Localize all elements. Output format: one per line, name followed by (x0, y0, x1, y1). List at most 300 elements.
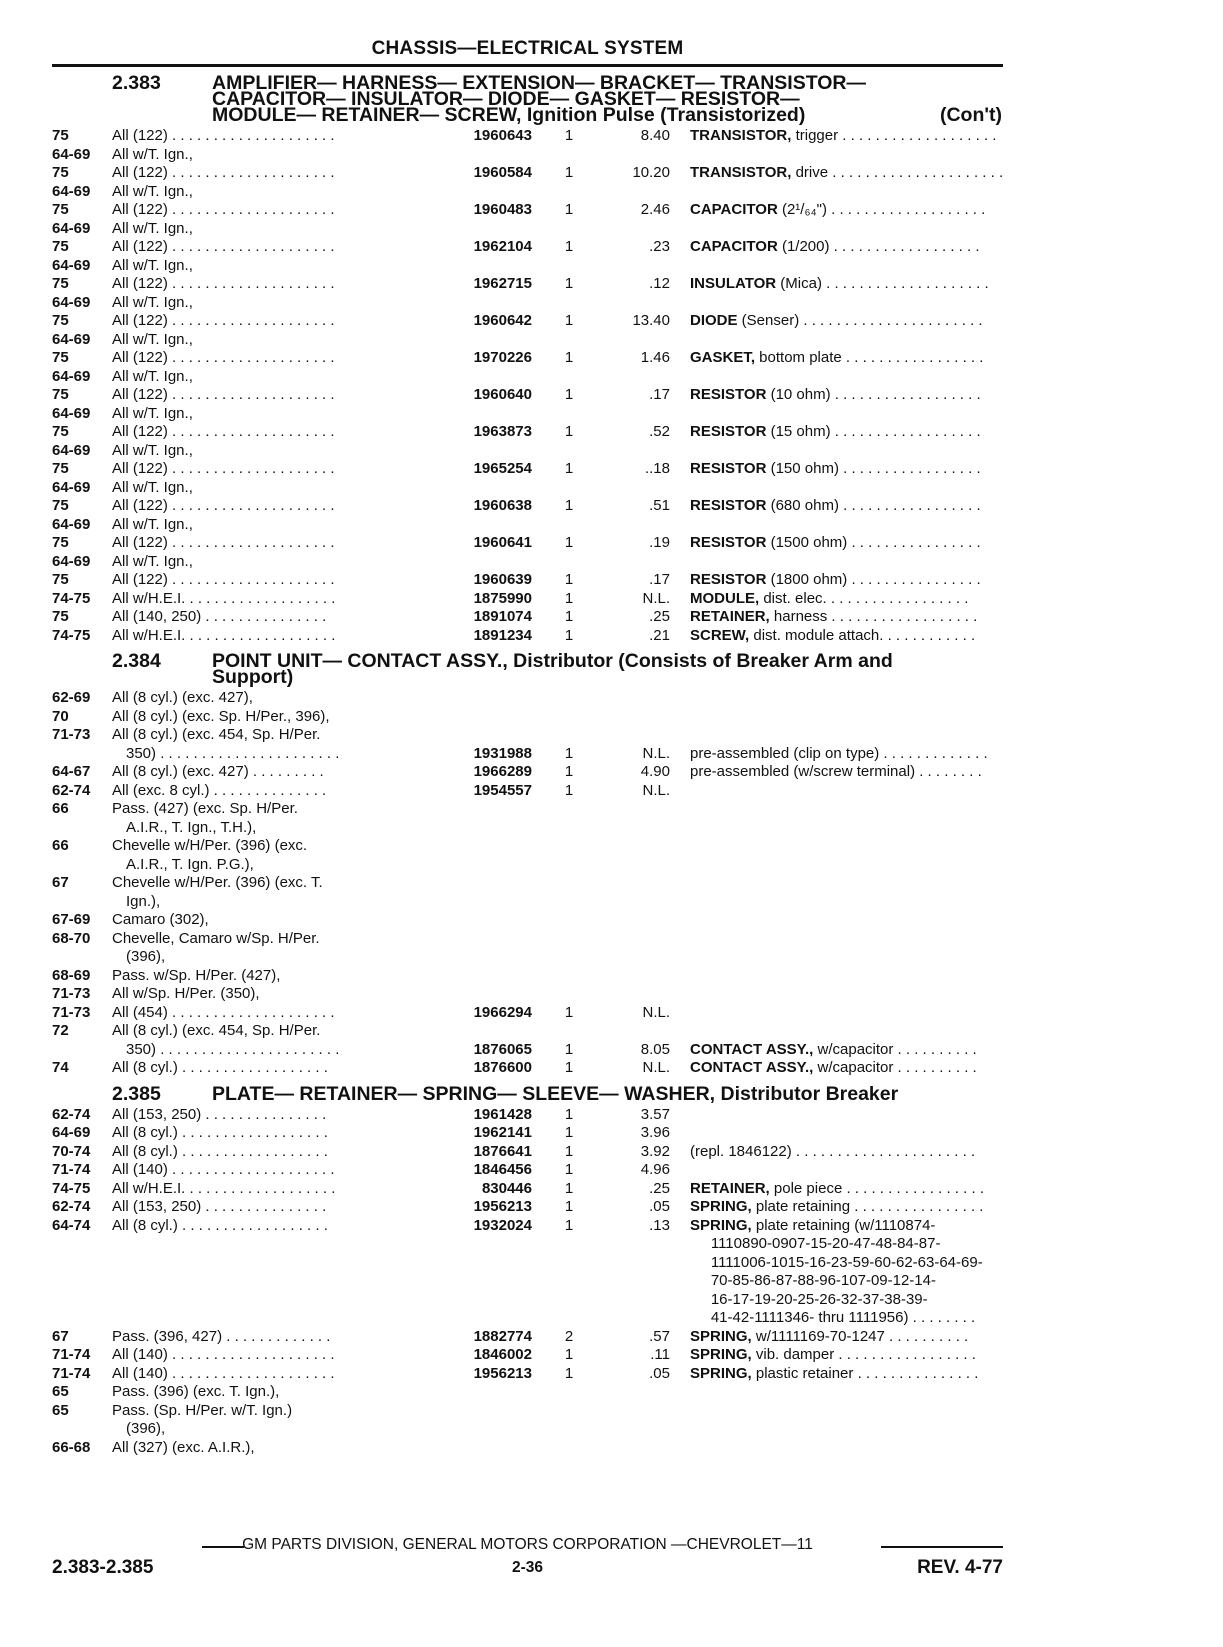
part-number: 1965254 (473, 460, 532, 477)
model-year: 64-69 (52, 367, 91, 385)
description-text: (10 ohm) . . . . . . . . . . . . . . . . . . (766, 386, 981, 403)
description (690, 1291, 1052, 1310)
application: All w/H.E.I. . . . . . . . . . . . . . . . . . . (112, 1179, 336, 1197)
description-part-name: RESISTOR (690, 423, 767, 440)
price: 8.05 (640, 1040, 670, 1058)
part-number: 1962141 (473, 1124, 532, 1141)
parts-row (52, 1272, 1003, 1291)
quantity: 1 (564, 201, 574, 218)
parts-row (52, 1143, 1003, 1162)
parts-row (52, 442, 1003, 461)
parts-row (52, 368, 1003, 387)
price: .12 (649, 275, 670, 292)
section-number: 2.383 (112, 72, 161, 94)
application: All w/T. Ign., (112, 293, 193, 311)
section-title-text: CAPACITOR— INSULATOR— DIODE— GASKET— RESISTOR— (212, 88, 800, 110)
price: 10.20 (632, 164, 670, 181)
description (690, 238, 1052, 257)
description (690, 1254, 1052, 1273)
price: 1.46 (640, 349, 670, 366)
quantity: 2 (564, 1327, 574, 1345)
quantity: 1 (564, 744, 574, 762)
parts-row (52, 571, 1003, 590)
footer-publisher-line (52, 1535, 1003, 1557)
model-year: 64-69 (52, 182, 91, 200)
parts-row (52, 1180, 1003, 1199)
application: All (327) (exc. A.I.R.), (112, 1438, 255, 1456)
parts-row (52, 893, 1003, 912)
part-number: 1954557 (473, 781, 532, 799)
parts-row (52, 183, 1003, 202)
quantity: 1 (564, 423, 574, 440)
model-year: 75 (52, 460, 69, 477)
parts-row (52, 985, 1003, 1004)
parts-row (52, 1217, 1003, 1236)
application: All w/T. Ign., (112, 404, 193, 422)
quantity: 1 (564, 164, 574, 181)
description-text: plate retaining (w/1110874- (751, 1216, 936, 1234)
sections-container (52, 72, 1004, 1457)
model-year: 71-74 (52, 1364, 91, 1382)
description-part-name: SPRING, (690, 1346, 752, 1363)
application: All (8 cyl.) (exc. 454, Sp. H/Per. (112, 726, 321, 743)
footer-page-number: 2-36 (511, 1559, 544, 1576)
model-year: 64-69 (52, 515, 91, 533)
parts-row (52, 627, 1003, 646)
description-text: 1111006-1015-16-23-59-60-62-63-64-69- (690, 1253, 983, 1271)
price: .57 (649, 1327, 670, 1345)
quantity: 1 (564, 1364, 574, 1382)
description (690, 571, 1052, 590)
part-number: 1960640 (473, 386, 532, 403)
description-part-name: MODULE, (690, 589, 760, 607)
section-title-text: MODULE— RETAINER— SCREW, Ignition Pulse (Transistorized) (212, 104, 806, 126)
parts-row (52, 1041, 1003, 1060)
parts-row (52, 238, 1003, 257)
application: All w/T. Ign., (112, 367, 193, 385)
model-year: 74 (52, 1059, 69, 1076)
description-text: plastic retainer . . . . . . . . . . . . . . . (751, 1364, 979, 1382)
quantity: 1 (564, 1124, 574, 1141)
description (690, 1143, 1052, 1162)
quantity: 1 (564, 1040, 574, 1058)
application: Pass. (396, 427) . . . . . . . . . . . . . (112, 1327, 331, 1345)
description-text: (1/200) . . . . . . . . . . . . . . . . . . (777, 238, 980, 255)
price: .25 (649, 608, 670, 625)
description (690, 1346, 1052, 1365)
description-text: 1110890-0907-15-20-47-48-84-87- (690, 1235, 941, 1252)
description-text: (1800 ohm) . . . . . . . . . . . . . . . . (766, 571, 981, 588)
description-text: plate retaining . . . . . . . . . . . . . . . . (751, 1198, 984, 1215)
model-year: 64-69 (52, 404, 91, 422)
price: 8.40 (640, 127, 670, 144)
application: All (153, 250) . . . . . . . . . . . . . . . (112, 1105, 327, 1123)
parts-row (52, 911, 1003, 930)
continued-label: (Con't) (939, 104, 1002, 126)
model-year: 66 (52, 800, 69, 817)
application: All (8 cyl.) . . . . . . . . . . . . . . . . . . (112, 1059, 328, 1076)
page-header: CHASSIS—ELECTRICAL SYSTEM (371, 38, 684, 59)
quantity: 1 (564, 312, 574, 329)
part-number: 1956213 (473, 1198, 532, 1215)
section-title (212, 650, 1002, 688)
model-year: 72 (52, 1022, 69, 1039)
application: All w/T. Ign., (112, 256, 193, 274)
description-text: harness . . . . . . . . . . . . . . . . . . (769, 608, 978, 625)
model-year: 62-74 (52, 781, 91, 799)
quantity: 1 (564, 238, 574, 255)
application: All w/T. Ign., (112, 478, 193, 496)
description (690, 1309, 1052, 1328)
part-number: 1960643 (473, 127, 532, 144)
description-text: w/capacitor . . . . . . . . . . (813, 1040, 977, 1058)
description (690, 423, 1052, 442)
parts-row (52, 1439, 1003, 1458)
quantity: 1 (564, 1142, 574, 1160)
price: N.L. (642, 1059, 670, 1076)
description (690, 1180, 1052, 1199)
parts-row (52, 948, 1003, 967)
description-part-name: CAPACITOR (690, 201, 778, 218)
description-text: pre-assembled (w/screw terminal) . . . . . . . . (690, 763, 982, 780)
parts-row (52, 1365, 1003, 1384)
header-rule (52, 64, 1003, 67)
part-number: 1932024 (473, 1216, 532, 1234)
description (690, 627, 1052, 646)
quantity: 1 (564, 1059, 574, 1076)
price: .21 (649, 626, 670, 644)
part-number: 1846456 (473, 1161, 532, 1178)
part-number: 1846002 (473, 1346, 532, 1363)
parts-row (52, 423, 1003, 442)
parts-row (52, 1022, 1003, 1041)
model-year: 67 (52, 874, 69, 891)
parts-row (52, 608, 1003, 627)
application: Chevelle w/H/Per. (396) (exc. T. (112, 874, 323, 891)
description-part-name: TRANSISTOR, (690, 127, 792, 144)
description-text: (1500 ohm) . . . . . . . . . . . . . . . . (766, 534, 981, 551)
quantity: 1 (564, 275, 574, 292)
description-part-name: SPRING, (690, 1216, 752, 1234)
application: All (8 cyl.) . . . . . . . . . . . . . . . . . . (112, 1124, 328, 1141)
quantity: 1 (564, 1161, 574, 1178)
parts-row (52, 1291, 1003, 1310)
description-part-name: RETAINER, (690, 608, 770, 625)
application: All (122) . . . . . . . . . . . . . . . . . . . . (112, 275, 335, 292)
description-text: trigger . . . . . . . . . . . . . . . . . . . (791, 127, 997, 144)
description (690, 1272, 1052, 1291)
description-text: (Mica) . . . . . . . . . . . . . . . . . . . . (776, 275, 989, 292)
application: All w/T. Ign., (112, 219, 193, 237)
description-text: 16-17-19-20-25-26-32-37-38-39- (690, 1290, 928, 1308)
model-year: 62-69 (52, 689, 91, 706)
application: Pass. (396) (exc. T. Ign.), (112, 1383, 280, 1400)
description-text: vib. damper . . . . . . . . . . . . . . . . . (751, 1346, 976, 1363)
model-year: 64-74 (52, 1216, 91, 1234)
part-number: 1961428 (473, 1105, 532, 1123)
section-title (212, 1082, 1002, 1105)
parts-row (52, 312, 1003, 331)
description-text: (repl. 1846122) . . . . . . . . . . . . . . . . . . . . . . (690, 1142, 976, 1160)
description-part-name: DIODE (690, 312, 738, 329)
application: Pass. w/Sp. H/Per. (427), (112, 966, 281, 984)
section-heading (52, 72, 1003, 126)
model-year: 62-74 (52, 1105, 91, 1123)
quantity: 1 (564, 1216, 574, 1234)
part-number: 1960483 (473, 201, 532, 218)
part-number: 1960642 (473, 312, 532, 329)
model-year: 70-74 (52, 1142, 91, 1160)
description-part-name: RESISTOR (690, 497, 767, 514)
parts-row (52, 1161, 1003, 1180)
model-year: 64-69 (52, 256, 91, 274)
application: All (122) . . . . . . . . . . . . . . . . . . . . (112, 571, 335, 588)
section-title-text: PLATE— RETAINER— SPRING— SLEEVE— WASHER, Distributor Breaker (212, 1082, 899, 1105)
application: All w/T. Ign., (112, 182, 193, 200)
model-year: 75 (52, 608, 69, 625)
description-text: (15 ohm) . . . . . . . . . . . . . . . . . . (766, 423, 981, 440)
parts-row (52, 1198, 1003, 1217)
description-part-name: RESISTOR (690, 534, 767, 551)
description (690, 201, 1052, 220)
parts-row (52, 534, 1003, 553)
footer-publisher: GM PARTS DIVISION, GENERAL MOTORS CORPORATION —CHEVROLET—11 (242, 1536, 813, 1553)
description-text: dist. module attach. . . . . . . . . . . . (749, 626, 976, 644)
model-year: 75 (52, 164, 69, 181)
description-text: (150 ohm) . . . . . . . . . . . . . . . . . (766, 460, 981, 477)
parts-row (52, 1328, 1003, 1347)
description-part-name: RESISTOR (690, 460, 767, 477)
model-year: 75 (52, 312, 69, 329)
part-number: 1876600 (473, 1059, 532, 1076)
parts-row (52, 1383, 1003, 1402)
price: 3.96 (640, 1124, 670, 1141)
description-part-name: TRANSISTOR, (690, 164, 792, 181)
quantity: 1 (564, 626, 574, 644)
parts-row (52, 460, 1003, 479)
model-year: 74-75 (52, 589, 91, 607)
part-number: 1891074 (473, 608, 532, 625)
model-year: 75 (52, 275, 69, 292)
model-year: 66 (52, 837, 69, 854)
model-year: 65 (52, 1383, 69, 1400)
part-number: 1963873 (473, 423, 532, 440)
footer-bottom (52, 1557, 1003, 1581)
description (690, 1059, 1052, 1078)
description (690, 386, 1052, 405)
price: .25 (649, 1179, 670, 1197)
application: All w/T. Ign., (112, 515, 193, 533)
part-number: 1962715 (473, 275, 532, 292)
model-year: 75 (52, 201, 69, 218)
description-part-name: RESISTOR (690, 571, 767, 588)
part-number: 1966294 (473, 1003, 532, 1021)
application: All (122) . . . . . . . . . . . . . . . . . . . . (112, 349, 335, 366)
parts-row (52, 1309, 1003, 1328)
price: 4.90 (640, 763, 670, 780)
application: All (122) . . . . . . . . . . . . . . . . . . . . (112, 201, 335, 218)
model-year: 62-74 (52, 1198, 91, 1215)
application: All (122) . . . . . . . . . . . . . . . . . . . . (112, 127, 335, 144)
parts-row (52, 708, 1003, 727)
part-number: 1966289 (473, 763, 532, 780)
model-year: 71-73 (52, 726, 91, 743)
application: Chevelle, Camaro w/Sp. H/Per. (112, 929, 320, 947)
model-year: 74-75 (52, 1179, 91, 1197)
description-part-name: GASKET, (690, 349, 756, 366)
description-part-name: RETAINER, (690, 1179, 770, 1197)
model-year: 67 (52, 1327, 69, 1345)
section-title-line (212, 104, 1002, 126)
model-year: 75 (52, 534, 69, 551)
description (690, 1235, 1052, 1254)
section-title-line (212, 1082, 1002, 1105)
application: All w/T. Ign., (112, 145, 193, 163)
parts-row (52, 386, 1003, 405)
parts-row (52, 819, 1003, 838)
price: N.L. (642, 744, 670, 762)
description-part-name: CAPACITOR (690, 238, 778, 255)
application: All (140) . . . . . . . . . . . . . . . . . . . . (112, 1346, 335, 1363)
application: All (140, 250) . . . . . . . . . . . . . . . (112, 608, 327, 625)
model-year: 64-67 (52, 763, 91, 780)
model-year: 75 (52, 571, 69, 588)
footer-section-range: 2.383-2.385 (52, 1557, 154, 1578)
model-year: 64-69 (52, 478, 91, 496)
application: All w/T. Ign., (112, 552, 193, 570)
description-text: (680 ohm) . . . . . . . . . . . . . . . . . (766, 497, 981, 514)
description-text: dist. elec. . . . . . . . . . . . . . . . . . (759, 589, 969, 607)
parts-row (52, 146, 1003, 165)
application: All (140) . . . . . . . . . . . . . . . . . . . . (112, 1364, 335, 1382)
parts-row (52, 763, 1003, 782)
parts-row (52, 1420, 1003, 1439)
section-number: 2.384 (112, 650, 161, 672)
parts-row (52, 745, 1003, 764)
part-number: 1960641 (473, 534, 532, 551)
quantity: 1 (564, 386, 574, 403)
description (690, 763, 1052, 782)
parts-row (52, 1124, 1003, 1143)
description-part-name: SPRING, (690, 1327, 752, 1345)
part-number: 1876641 (473, 1142, 532, 1160)
description-text: pole piece . . . . . . . . . . . . . . . . . (769, 1179, 984, 1197)
application: All (8 cyl.) . . . . . . . . . . . . . . . . . . (112, 1216, 328, 1234)
model-year: 71-74 (52, 1346, 91, 1363)
description-text: 41-42-1111346- thru 1111956) . . . . . . . . (690, 1309, 976, 1326)
price: N.L. (642, 1003, 670, 1021)
price: .11 (650, 1346, 670, 1363)
description (690, 275, 1052, 294)
model-year: 75 (52, 349, 69, 366)
parts-row (52, 497, 1003, 516)
parts-row (52, 689, 1003, 708)
parts-row (52, 201, 1003, 220)
model-year: 71-74 (52, 1161, 91, 1178)
price: .13 (649, 1216, 670, 1234)
model-year: 64-69 (52, 219, 91, 237)
application: All (122) . . . . . . . . . . . . . . . . . . . . (112, 386, 335, 403)
parts-row (52, 1235, 1003, 1254)
price: 4.96 (640, 1161, 670, 1178)
application: Camaro (302), (112, 911, 209, 928)
model-year: 64-69 (52, 1124, 91, 1141)
application: All w/H.E.I. . . . . . . . . . . . . . . . . . . (112, 626, 336, 644)
section-heading (52, 650, 1003, 688)
model-year: 64-69 (52, 441, 91, 459)
price: .05 (649, 1364, 670, 1382)
parts-row (52, 930, 1003, 949)
price: 2.46 (640, 201, 670, 218)
quantity: 1 (564, 349, 574, 366)
model-year: 66-68 (52, 1438, 91, 1456)
application: Pass. (Sp. H/Per. w/T. Ign.) (112, 1401, 293, 1419)
part-number: 1882774 (473, 1327, 532, 1345)
quantity: 1 (564, 497, 574, 514)
model-year: 67-69 (52, 911, 91, 928)
description (690, 1365, 1052, 1384)
model-year: 71-73 (52, 985, 91, 1002)
model-year: 75 (52, 238, 69, 255)
description (690, 312, 1052, 331)
parts-row (52, 405, 1003, 424)
model-year: 64-69 (52, 330, 91, 348)
model-year: 75 (52, 497, 69, 514)
section-title-text: Support) (212, 666, 294, 688)
application: (396), (126, 1420, 166, 1437)
description-text: w/capacitor . . . . . . . . . . (813, 1059, 977, 1076)
application: All (122) . . . . . . . . . . . . . . . . . . . . (112, 460, 335, 477)
part-number: 1960639 (473, 571, 532, 588)
quantity: 1 (564, 571, 574, 588)
quantity: 1 (564, 1198, 574, 1215)
application: All (122) . . . . . . . . . . . . . . . . . . . . (112, 534, 335, 551)
parts-row (52, 553, 1003, 572)
footer-rule-right (881, 1546, 1003, 1548)
description (690, 534, 1052, 553)
application: A.I.R., T. Ign. P.G.), (126, 855, 254, 873)
parts-row (52, 874, 1003, 893)
description-text: (Senser) . . . . . . . . . . . . . . . . . . . . . . (737, 312, 983, 329)
quantity: 1 (564, 1105, 574, 1123)
price: N.L. (642, 781, 670, 799)
model-year: 71-73 (52, 1003, 91, 1021)
parts-row (52, 1402, 1003, 1421)
quantity: 1 (564, 534, 574, 551)
parts-row (52, 220, 1003, 239)
description (690, 590, 1052, 609)
quantity: 1 (564, 1346, 574, 1363)
model-year: 64-69 (52, 552, 91, 570)
footer-revision: REV. 4-77 (917, 1557, 1003, 1578)
description (690, 608, 1052, 627)
description (690, 460, 1052, 479)
quantity: 1 (564, 127, 574, 144)
parts-row (52, 782, 1003, 801)
application: Chevelle w/H/Per. (396) (exc. (112, 837, 308, 854)
part-number: 1960638 (473, 497, 532, 514)
application: All (8 cyl.) (exc. 454, Sp. H/Per. (112, 1022, 321, 1039)
description-text: drive . . . . . . . . . . . . . . . . . . . . . (791, 164, 1004, 181)
parts-row (52, 590, 1003, 609)
part-number: 1970226 (473, 349, 532, 366)
parts-row (52, 349, 1003, 368)
parts-row (52, 164, 1003, 183)
application: Pass. (427) (exc. Sp. H/Per. (112, 800, 298, 817)
application: All (8 cyl.) . . . . . . . . . . . . . . . . . . (112, 1142, 328, 1160)
model-year: 75 (52, 423, 69, 440)
parts-row (52, 837, 1003, 856)
